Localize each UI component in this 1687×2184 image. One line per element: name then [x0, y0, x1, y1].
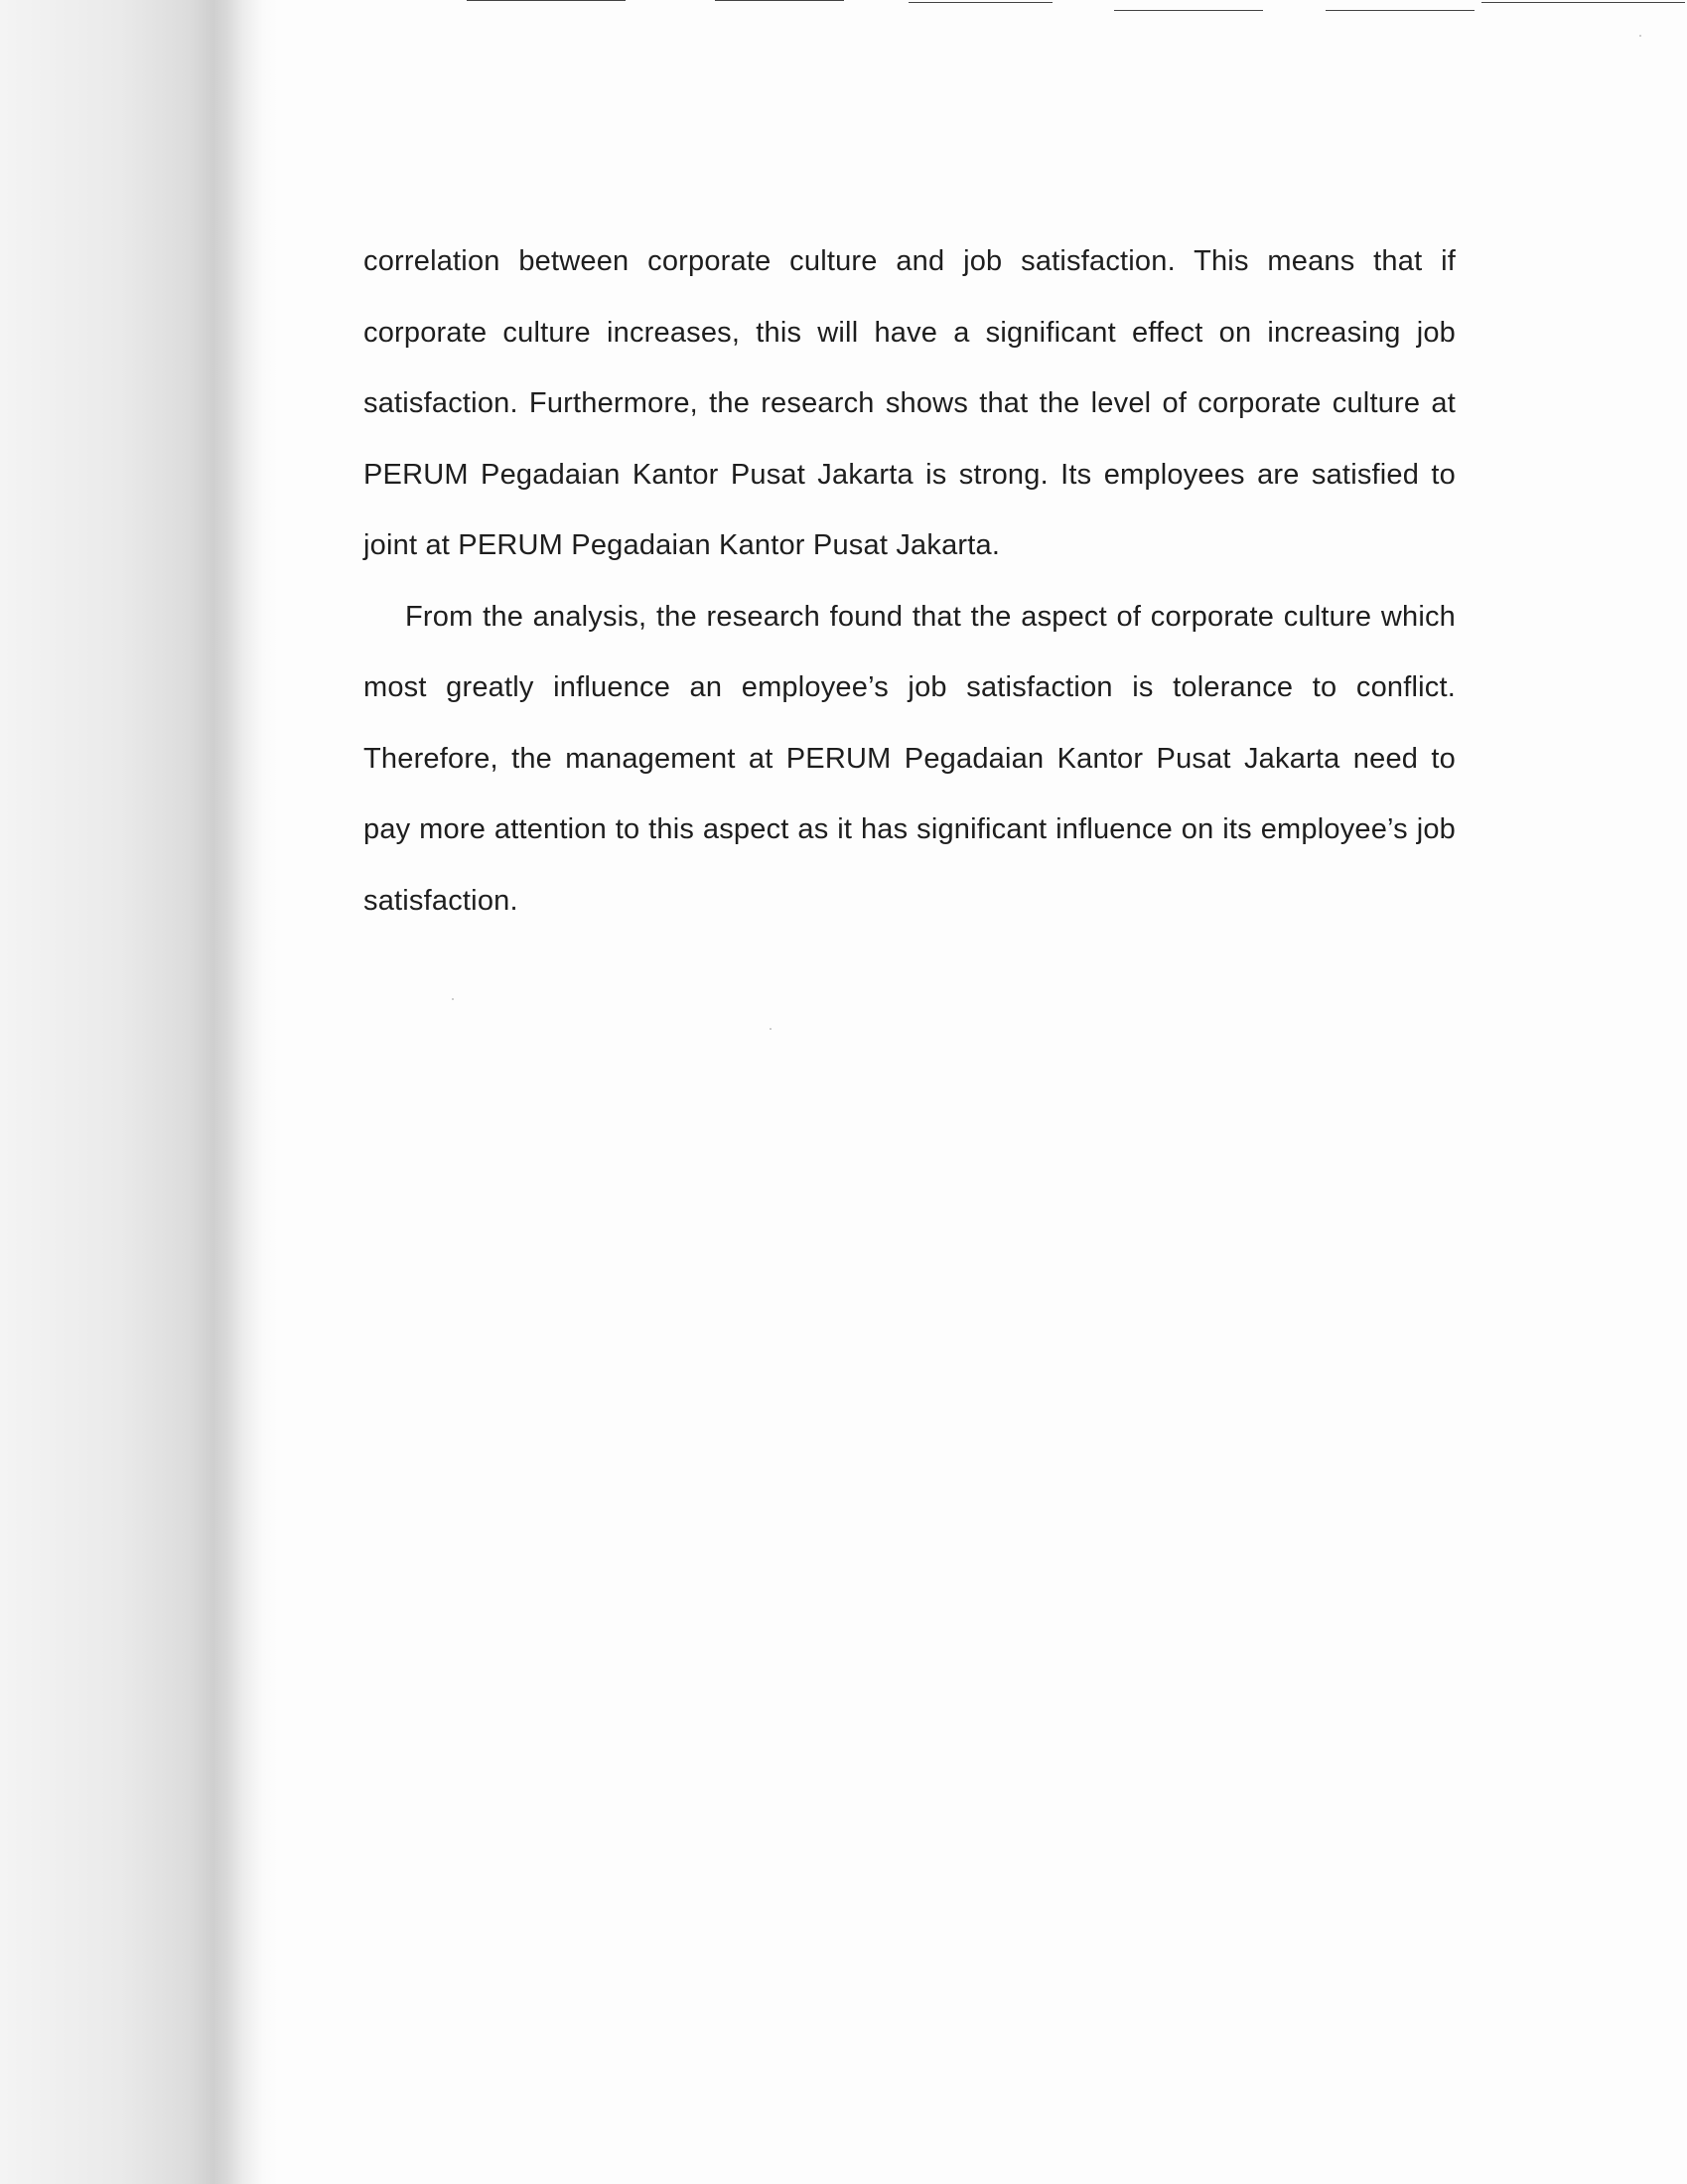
- paragraph-1: correlation between corporate culture and job satisfaction. This means that if corporate culture increases, this will have a significant effect on increasing job satisfaction. Furthermore, the research shows that the level of corporate culture at PERUM Pegadaian Kantor Pusat Jakarta is strong. Its employees are satisfied to joint at PERUM Pegadaian Kantor Pusat Jakarta.: [363, 245, 1456, 561]
- binding-shadow: [0, 0, 278, 2184]
- scan-speck: [1639, 35, 1641, 37]
- scan-speck: [452, 998, 454, 1000]
- paragraph-2: From the analysis, the research found that the aspect of corporate culture which most greatly influence an employee’s job satisfaction is tolerance to conflict. Therefore, the management at PERUM Pegadaian Kantor Pusat Jakarta need to pay more attention to this aspect as it has significant influence on its employee’s job satisfaction.: [363, 600, 1456, 917]
- body-text: [363, 226, 1456, 937]
- top-edge-rules: [467, 0, 1687, 14]
- scan-speck: [770, 1028, 772, 1030]
